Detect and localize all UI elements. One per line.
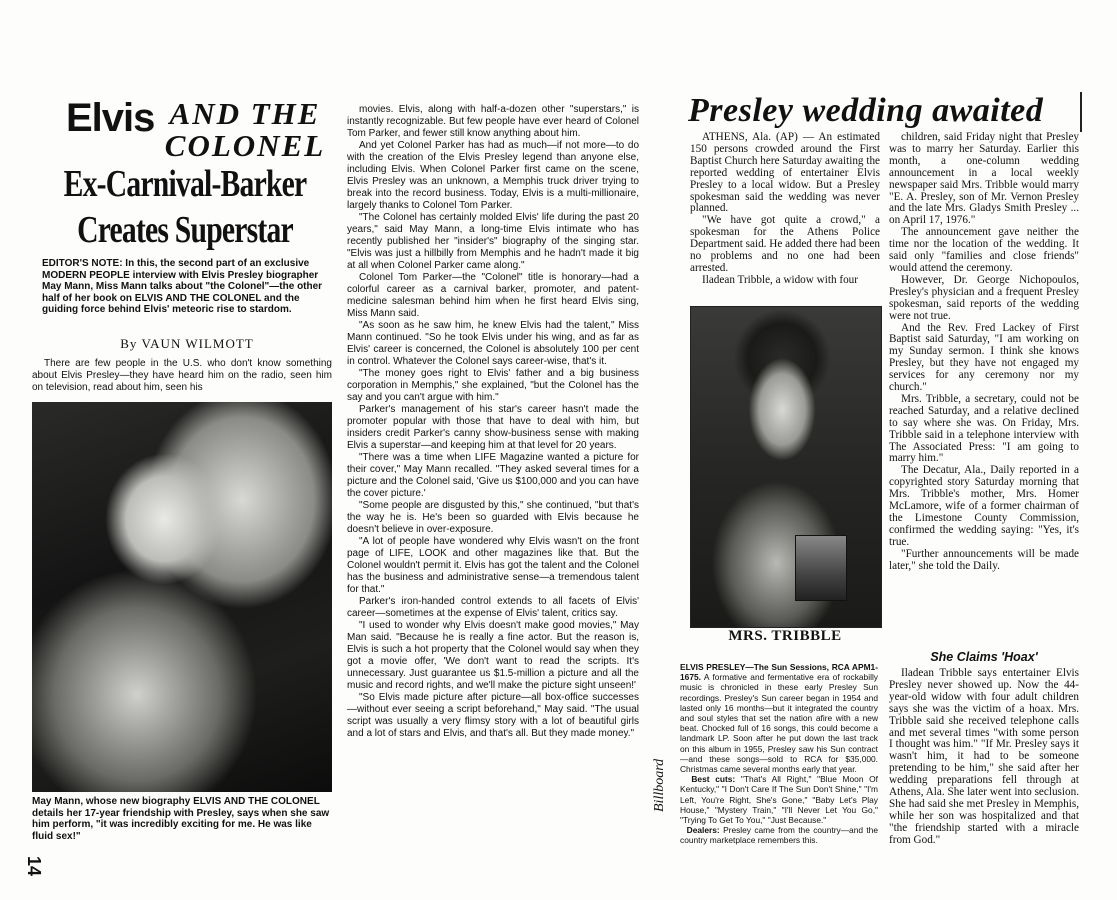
headline-creates-superstar: Creates Superstar xyxy=(77,209,293,251)
dealers-label: Dealers: xyxy=(686,825,720,836)
paragraph: "I used to wonder why Elvis doesn't make good movies," May Man said. "Because he is really a fine actor. But the reason is, Elvis is such a hot property that the Colonel would say when they got a movie offer, 'We don't want to read the scripts. It's unnecessary. Just guarantee us $1.5-million a picture and all the music and record rights, and we'll make the picture sight unseen!' xyxy=(347,620,639,691)
paragraph: children, said Friday night that Presley was to marry her Saturday. Earlier this month, a one-column wedding announcement in a local weekly newspaper said Mrs. Tribble would marry "E. A. Presley, son of Mr. Vernon Presley and the late Mrs. Gladys Smith Presley ... on April 17, 1976." xyxy=(889,131,1079,227)
photo-caption: May Mann, whose new biography ELVIS AND THE COLONEL details her 17-year friendship with Presley, says when she saw him perform, "it was incredibly exciting for me. He was like fluid sex!" xyxy=(32,796,330,842)
review-lead: ELVIS PRESLEY—The Sun Sessions, RCA APM1-1675. xyxy=(680,662,878,683)
dealers-text: Presley came from the country—and the country marketplace remembers this. xyxy=(680,825,878,846)
paragraph: "There was a time when LIFE Magazine wanted a picture for their cover," May Mann recalled. "They asked several times for a picture and the Colonel said, 'Give us $100,000 and you can have the cover picture.' xyxy=(347,452,639,499)
page-number: 14 xyxy=(24,856,44,877)
headline-carnival-barker: Ex-Carnival-Barker xyxy=(63,163,307,205)
paragraph: "So Elvis made picture after picture—all box-office successes—without ever seeing a script beforehand," May said. "The usual script was usually a very flimsy story with a lot of beautiful girls and a lot of stars and Elvis, and that's all. But they made money." xyxy=(347,692,639,739)
paragraph: Mrs. Tribble, a secretary, could not be reached Saturday, and a relative declined to say where she was. On Friday, Mrs. Tribble said in a telephone interview with The Associated Press: "I am going to marry him." xyxy=(889,392,1079,465)
paragraph: "The Colonel has certainly molded Elvis' life during the past 20 years," said May Mann, a long-time Elvis intimate who has recently published her "insider's" biography of the singing star. "Elvis was just a hillbilly from Memphis and he hadn't made it big at all when Colonel Parker came along." xyxy=(347,212,639,271)
paragraph: "Further announcements will be made later," she told the Daily. xyxy=(889,547,1079,572)
paragraph: "We have got quite a crowd," a spokesman for the Athens Police Department said. He added there had been no problems and no one had been arrested. xyxy=(690,214,880,274)
intro-text: There are few people in the U.S. who don't know something about Elvis Presley—they have heard him on the radio, seen him on television, read about him, seen his xyxy=(32,358,332,393)
sun-sessions-review xyxy=(680,662,878,846)
hoax-subhead: She Claims 'Hoax' xyxy=(930,650,1038,664)
paragraph: Iladean Tribble, a widow with four xyxy=(702,273,858,286)
hoax-paragraph: Iladean Tribble says entertainer Elvis Presley never showed up. Now the 44-year-old widow with four adult children says she was the victim of a hoax. Mrs. Tribble said she received telephone calls and met several times "with some person I thought was him." "If Mr. Presley says it wasn't him, it had to be someone pretending to be him," she said after her wedding preparations fell through at Athens, Ala. She later went into seclusion. She had said she met Presley in Memphis, while her son was hospitalized and that "the friendship started with a miracle from God." xyxy=(889,667,1079,846)
wedding-column-1 xyxy=(690,132,880,287)
wedding-column-2 xyxy=(889,132,1079,573)
paragraph: The announcement gave neither the time nor the location of the wedding. It said only "families and close friends" would attend the ceremony. xyxy=(889,226,1079,274)
paragraph: However, Dr. George Nichopoulos, Presley's physician and a frequent Presley spokesman, said reports of the wedding were not true. xyxy=(889,273,1079,322)
paragraph: "The money goes right to Elvis' father and a big business corporation in Memphis," she explained, "but the Colonel has the say and you can't argue with him." xyxy=(347,368,639,403)
elvis-photo-inset xyxy=(795,535,847,601)
paragraph: "As soon as he saw him, he knew Elvis had the talent," Miss Mann continued. "So he took Elvis under his wing, and as far as Elvis' career is concerned, the Colonel is absolutely 100 per cent in control. Whatever the Colonel says career-wise, that's it. xyxy=(347,320,639,367)
paragraph: movies. Elvis, along with half-a-dozen other "superstars," is instantly recognizable. But few people have ever heard of Colonel Tom Parker, and fewer still know anything about him. xyxy=(347,104,639,139)
paragraph: ATHENS, Ala. (AP) — An estimated 150 persons crowded around the First Baptist Church here Saturday awaiting the reported wedding of entertainer Elvis Presley to a local widow. But a Presley spokesman said the wedding was never planned. xyxy=(690,131,880,215)
headline-rule xyxy=(1080,92,1082,132)
billboard-label: Billboard xyxy=(652,758,667,812)
byline: By VAUN WILMOTT xyxy=(120,336,254,351)
paragraph: And the Rev. Fred Lackey of First Baptist said Saturday, "I am working on my Sunday sermon. I think she knows Presley, but they have not engaged my services for any ceremony nor my church." xyxy=(889,321,1079,394)
mrs-tribble-photo xyxy=(690,306,882,628)
paragraph: And yet Colonel Parker has had as much—if not more—to do with the creation of the Elvis Presley legend than anyone else, including Elvis. When Colonel Parker first came on the scene, Elvis Presley was an unknown, a Memphis truck driver trying to break into the record business. Today, Elvis is a multi-millionaire, largely thanks to Colonel Tom Parker. xyxy=(347,140,639,211)
review-body: A formative and fermentative era of rockabilly music is chronicled in these early Presley Sun recordings. Presley's Sun career began in 1954 and lasted only 16 months—but it integrated the country and soul styles that set the nation afire with a new beat. Chocked full of 16 songs, this could become a landmark LP. Soon after he put down the last track on this album in 1955, Presley saw his Sun contract—and these songs—sold to RCA for $35,000. Christmas came several months early that year. xyxy=(680,672,878,775)
headline-colonel: COLONEL xyxy=(164,128,326,163)
paragraph: "Some people are disgusted by this," she continued, "but that's the way he is. He's been so guarded with Elvis because he doesn't believe in over-exposure. xyxy=(347,500,639,535)
paragraph: Parker's management of his star's career hasn't made the promoter popular with those that have to deal with him, but insiders credit Parker's canny show-business sense with making Elvis a superstar—and keeping him at that level for 20 years. xyxy=(347,404,639,451)
may-mann-photo xyxy=(32,402,332,792)
paragraph: Parker's iron-handed control extends to all facets of Elvis' career—sometimes at the expense of Elvis' talent, critics say. xyxy=(347,596,639,619)
editors-note: EDITOR'S NOTE: In this, the second part of an exclusive MODERN PEOPLE interview with Elvis Presley biographer May Mann, Miss Mann talks about "the Colonel"—the other half of her book on ELVIS AND THE COLONEL and the guiding force behind Elvis' meteoric rise to stardom. xyxy=(42,258,323,316)
best-cuts: "That's All Right," "Blue Moon Of Kentucky," "I Don't Care If The Sun Don't Shine," "I'm Left, You're Right, She's Gone," "Baby Let's Play House," "Mystery Train," "I'll Never Let You Go," "Trying To Get To You," "Just Because." xyxy=(680,774,878,826)
presley-headline: Presley wedding awaited xyxy=(688,92,1044,129)
headline-elvis: Elvis xyxy=(66,96,155,140)
paragraph: The Decatur, Ala., Daily reported in a copyrighted story Saturday morning that Mrs. Tribble's mother, Mrs. Homer McLamore, wife of a former chairman of the Limestone County Commission, confirmed the wedding saying: "Yes, it's true. xyxy=(889,464,1079,548)
best-cuts-label: Best cuts: xyxy=(691,774,736,785)
mrs-tribble-caption: MRS. TRIBBLE xyxy=(728,628,842,644)
headline-and-the: AND THE xyxy=(169,96,321,131)
paragraph: Colonel Tom Parker—the "Colonel" title is honorary—had a colorful career as a carnival barker, promoter, and patent-medicine salesman behind him when he first heard Elvis sing, Miss Mann said. xyxy=(347,272,639,319)
paragraph: "A lot of people have wondered why Elvis wasn't on the front page of LIFE, LOOK and other magazines like that. But the Colonel wouldn't permit it. Elvis has got the talent and the Colonel has the business and administrative sense—a tremendous talent for that." xyxy=(347,536,639,595)
middle-column xyxy=(347,104,639,740)
